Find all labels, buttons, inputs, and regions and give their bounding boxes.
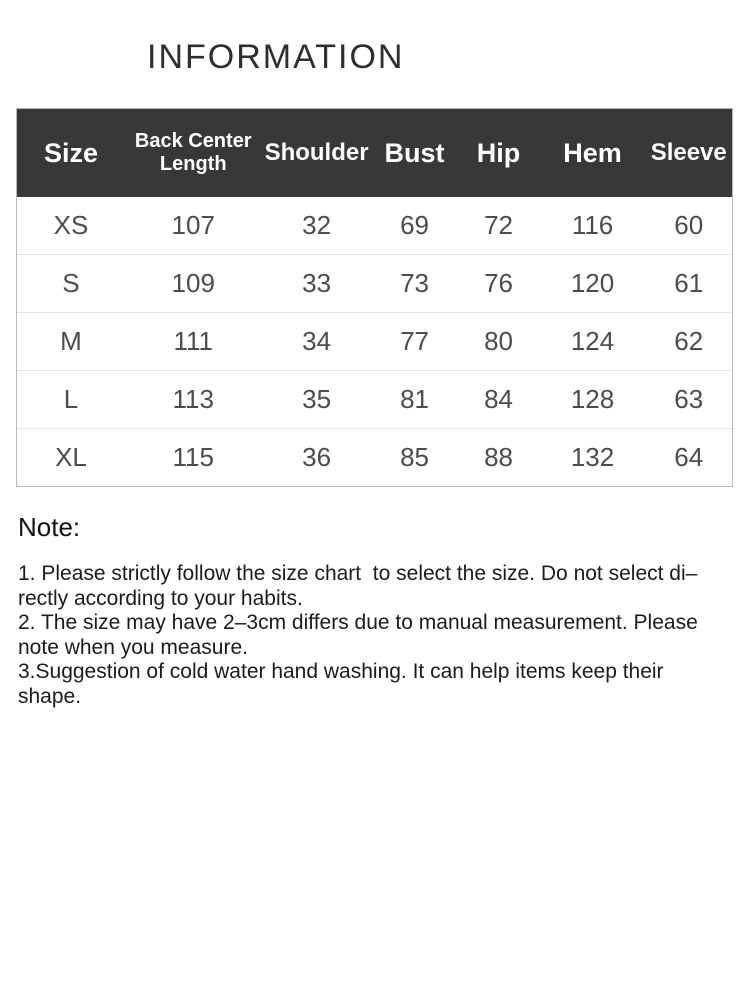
- cell-sleeve: 63: [645, 371, 732, 429]
- note-heading: Note:: [18, 512, 81, 542]
- col-header-hip: Hip: [457, 109, 539, 197]
- cell-bust: 77: [372, 313, 458, 371]
- cell-back-center-length: 113: [125, 371, 262, 429]
- cell-bust: 85: [372, 429, 458, 487]
- note-line: 2. The size may have 2–3cm differs due to manual measurement. Please: [18, 611, 698, 634]
- cell-hip: 84: [457, 371, 539, 429]
- cell-hem: 132: [540, 429, 646, 487]
- cell-bust: 73: [372, 255, 458, 313]
- cell-back-center-length: 115: [125, 429, 262, 487]
- cell-size: XL: [17, 429, 125, 487]
- col-header-size: Size: [17, 109, 125, 197]
- page-title: INFORMATION: [147, 38, 405, 76]
- cell-back-center-length: 107: [125, 197, 262, 255]
- table-row-xl: [17, 429, 732, 487]
- cell-shoulder: 32: [262, 197, 372, 255]
- cell-hip: 72: [457, 197, 539, 255]
- table-header-row: [17, 109, 732, 197]
- table-row-s: [17, 255, 732, 313]
- cell-sleeve: 62: [645, 313, 732, 371]
- note-line: shape.: [18, 684, 82, 708]
- cell-hem: 120: [540, 255, 646, 313]
- cell-size: M: [17, 313, 125, 371]
- note-line: rectly according to your habits.: [18, 586, 303, 610]
- note-line: note when you measure.: [18, 635, 248, 659]
- cell-shoulder: 33: [262, 255, 372, 313]
- col-header-back-center-length: Back Center Length: [125, 109, 262, 197]
- cell-hip: 76: [457, 255, 539, 313]
- cell-sleeve: 61: [645, 255, 732, 313]
- cell-bust: 81: [372, 371, 458, 429]
- note-section: [18, 562, 724, 709]
- cell-shoulder: 35: [262, 371, 372, 429]
- col-header-sleeve: Sleeve: [645, 109, 732, 197]
- cell-back-center-length: 109: [125, 255, 262, 313]
- cell-shoulder: 36: [262, 429, 372, 487]
- col-header-hem: Hem: [540, 109, 646, 197]
- cell-shoulder: 34: [262, 313, 372, 371]
- table-row-l: [17, 371, 732, 429]
- size-chart-table: [16, 108, 733, 487]
- cell-hem: 128: [540, 371, 646, 429]
- cell-size: XS: [17, 197, 125, 255]
- cell-bust: 69: [372, 197, 458, 255]
- note-line: 1. Please strictly follow the size chart to select the size. Do not select di–: [18, 562, 698, 585]
- cell-back-center-length: 111: [125, 313, 262, 371]
- cell-sleeve: 60: [645, 197, 732, 255]
- cell-size: L: [17, 371, 125, 429]
- note-line: 3.Suggestion of cold water hand washing. It can help items keep their: [18, 660, 664, 683]
- cell-hem: 116: [540, 197, 646, 255]
- table-row-m: [17, 313, 732, 371]
- cell-size: S: [17, 255, 125, 313]
- table-row-xs: [17, 197, 732, 255]
- size-table: [17, 109, 732, 486]
- cell-hip: 80: [457, 313, 539, 371]
- cell-hem: 124: [540, 313, 646, 371]
- cell-hip: 88: [457, 429, 539, 487]
- col-header-bust: Bust: [372, 109, 458, 197]
- col-header-shoulder: Shoulder: [262, 109, 372, 197]
- cell-sleeve: 64: [645, 429, 732, 487]
